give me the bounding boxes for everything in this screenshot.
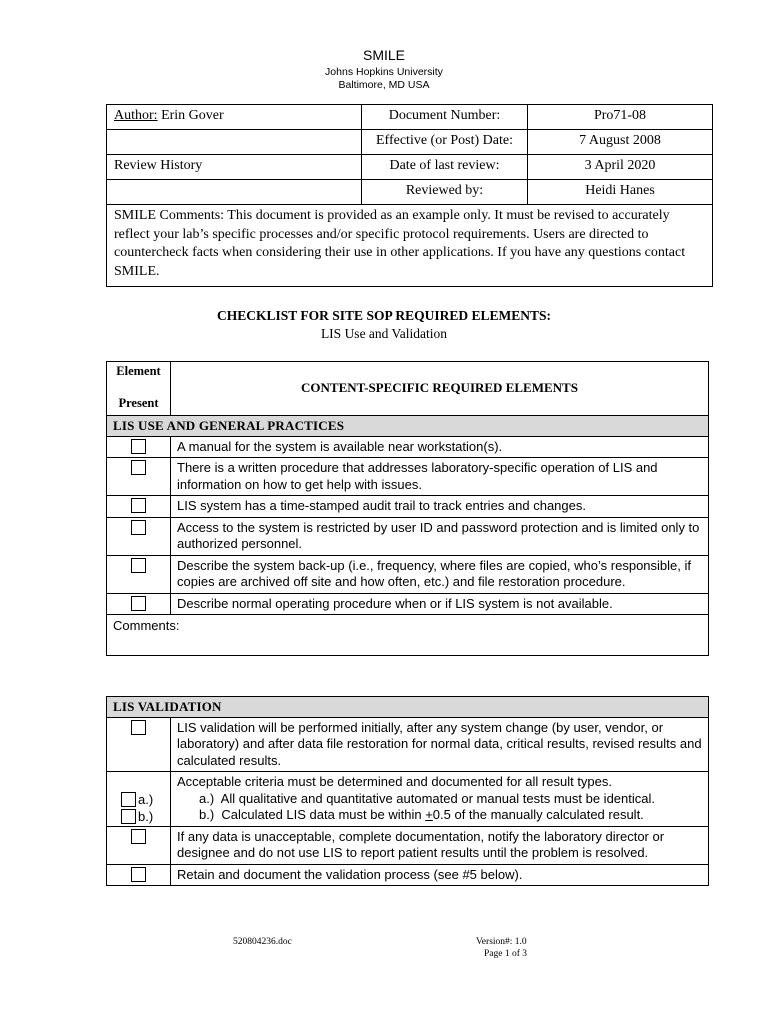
review-history-label: Review History bbox=[107, 155, 362, 180]
checklist-title: CHECKLIST FOR SITE SOP REQUIRED ELEMENTS: bbox=[217, 308, 551, 323]
last-review-date: 3 April 2020 bbox=[528, 155, 713, 180]
criteria-b-text-end: 0.5 of the manually calculated result. bbox=[432, 807, 644, 822]
checkbox-cell bbox=[107, 555, 171, 593]
checklist-row bbox=[107, 826, 709, 864]
footer-filename: 520804236.doc bbox=[233, 937, 292, 947]
element-present-checkbox[interactable] bbox=[131, 439, 146, 454]
checkbox-cell bbox=[107, 458, 171, 496]
checklist-row bbox=[107, 593, 709, 615]
checklist-item: Describe the system back-up (i.e., frequency, where files are copied, who’s responsible, if copies are archived off site and how often, etc.) and file restoration procedure. bbox=[171, 555, 709, 593]
footer-page-number: Page 1 of 3 bbox=[484, 949, 528, 959]
last-review-label: Date of last review: bbox=[362, 155, 528, 180]
university-name: Johns Hopkins University bbox=[325, 66, 443, 78]
checkbox-cell bbox=[107, 717, 171, 772]
checkbox-cell bbox=[107, 826, 171, 864]
checklist-item: Access to the system is restricted by user ID and password protection and is limited only to authorized personnel. bbox=[171, 517, 709, 555]
element-present-checkbox[interactable] bbox=[131, 867, 146, 882]
element-present-checkbox[interactable] bbox=[131, 596, 146, 611]
content-header: CONTENT-SPECIFIC REQUIRED ELEMENTS bbox=[171, 362, 709, 416]
checkbox-cell bbox=[107, 517, 171, 555]
criteria-intro: Acceptable criteria must be determined and documented for all result types. bbox=[177, 774, 613, 789]
reviewed-by: Heidi Hanes bbox=[528, 180, 713, 205]
checklist-row bbox=[107, 864, 709, 886]
location: Baltimore, MD USA bbox=[338, 79, 430, 91]
criteria-a: a.) All qualitative and quantitative automated or manual tests must be identical. bbox=[199, 790, 655, 806]
element-present-checkbox[interactable] bbox=[121, 792, 136, 807]
element-present-checkbox[interactable] bbox=[131, 558, 146, 573]
checklist-row bbox=[107, 496, 709, 518]
element-present-header bbox=[107, 362, 171, 416]
element-present-checkbox[interactable] bbox=[131, 520, 146, 535]
element-present-checkbox[interactable] bbox=[131, 498, 146, 513]
element-label: Element bbox=[116, 364, 161, 378]
checklist-item bbox=[171, 772, 709, 827]
checklist-subtitle: LIS Use and Validation bbox=[320, 326, 448, 341]
lis-use-table bbox=[106, 361, 709, 656]
checklist-item: Retain and document the validation process (see #5 below). bbox=[171, 864, 709, 886]
sub-label-b: b.) bbox=[138, 809, 154, 824]
section-lis-validation-title: LIS VALIDATION bbox=[107, 697, 709, 718]
criteria-b bbox=[177, 807, 702, 824]
element-present-checkbox[interactable] bbox=[131, 460, 146, 475]
author-name: Erin Gover bbox=[161, 108, 224, 123]
checklist-item: A manual for the system is available near workstation(s). bbox=[171, 436, 709, 458]
empty-cell bbox=[107, 130, 362, 155]
comments-field[interactable] bbox=[107, 615, 709, 656]
checklist-row bbox=[107, 517, 709, 555]
present-label: Present bbox=[118, 396, 159, 410]
checklist-row bbox=[107, 555, 709, 593]
effective-date: 7 August 2008 bbox=[528, 130, 713, 155]
checklist-item: LIS system has a time-stamped audit trail to track entries and changes. bbox=[171, 496, 709, 518]
checklist-item: LIS validation will be performed initially, after any system change (by user, vendor, or laboratory) and after data file restoration for normal data, critical results, revised results and calculated results. bbox=[171, 717, 709, 772]
comments-label: Comments: bbox=[113, 618, 180, 633]
author-cell bbox=[107, 105, 362, 130]
checklist-item: Describe normal operating procedure when or if LIS system is not available. bbox=[171, 593, 709, 615]
doc-number: Pro71-08 bbox=[528, 105, 713, 130]
checkbox-cell bbox=[107, 864, 171, 886]
org-name: SMILE bbox=[362, 47, 405, 63]
criteria-b-text: b.) Calculated LIS data must be within bbox=[199, 807, 426, 822]
sub-checkbox-b bbox=[107, 808, 170, 825]
checklist-row bbox=[107, 436, 709, 458]
element-present-checkbox[interactable] bbox=[131, 829, 146, 844]
doc-number-label: Document Number: bbox=[362, 105, 528, 130]
checklist-row bbox=[107, 458, 709, 496]
checklist-row bbox=[107, 717, 709, 772]
element-present-checkbox[interactable] bbox=[131, 720, 146, 735]
section-lis-use-title: LIS USE AND GENERAL PRACTICES bbox=[107, 416, 709, 437]
checklist-item: There is a written procedure that addresses laboratory-specific operation of LIS and information on how to get help with issues. bbox=[171, 458, 709, 496]
effective-date-label: Effective (or Post) Date: bbox=[362, 130, 528, 155]
plus-minus-symbol: + bbox=[425, 807, 433, 822]
author-label: Author: bbox=[114, 108, 158, 123]
document-info-table bbox=[106, 104, 713, 287]
checkbox-cell bbox=[107, 436, 171, 458]
checkbox-cell bbox=[107, 496, 171, 518]
footer-version: Version#: 1.0 bbox=[476, 937, 527, 947]
checkbox-cell bbox=[107, 593, 171, 615]
empty-cell bbox=[107, 180, 362, 205]
lis-validation-table bbox=[106, 696, 709, 886]
sub-label-a: a.) bbox=[138, 792, 154, 807]
smile-comments: SMILE Comments: This document is provided as an example only. It must be revised to accurately reflect your lab’s specific processes and/or specific protocol requirements. Users are directed to countercheck facts when considering their use in other applications. If you have any questions contact SMILE. bbox=[107, 205, 713, 287]
reviewed-by-label: Reviewed by: bbox=[362, 180, 528, 205]
checklist-row bbox=[107, 772, 709, 827]
element-present-checkbox[interactable] bbox=[121, 809, 136, 824]
checklist-item: If any data is unacceptable, complete documentation, notify the laboratory director or designee and do not use LIS to report patient results until the problem is resolved. bbox=[171, 826, 709, 864]
sub-checkbox-a bbox=[107, 791, 170, 808]
checkbox-cell bbox=[107, 772, 171, 827]
